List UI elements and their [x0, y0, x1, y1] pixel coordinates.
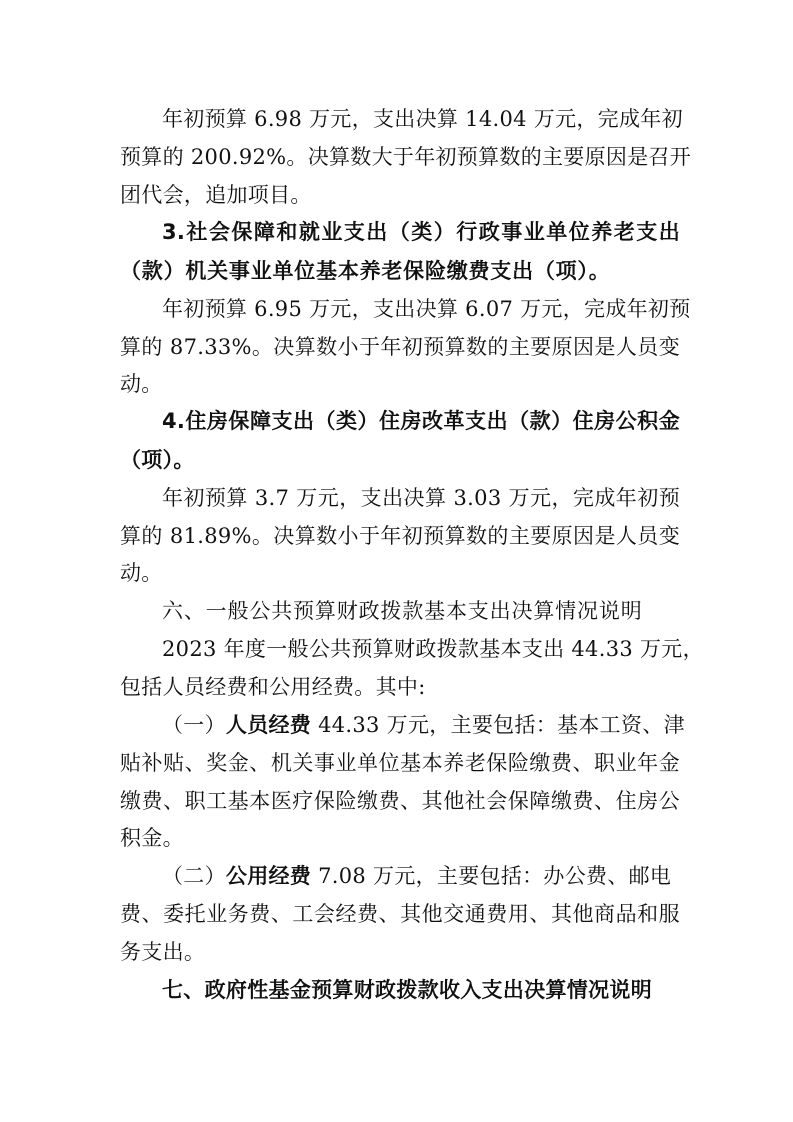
personnel-line1 — [162, 710, 685, 740]
para1-line3: 团代会，追加项目。 — [120, 183, 312, 207]
public-label: 公用经费 — [225, 864, 312, 888]
personnel-line2: 贴补贴、奖金、机关事业单位基本养老保险缴费、职业年金 — [120, 751, 680, 775]
heading-4-line1: 4.住房保障支出（类）住房改革支出（款）住房公积金 — [162, 409, 680, 433]
para4-line1: 年初预算 3.7 万元，支出决算 3.03 万元，完成年初预 — [162, 486, 680, 510]
personnel-line3: 缴费、职工基本医疗保险缴费、其他社会保障缴费、住房公 — [120, 789, 680, 813]
heading-3-line1: 3.社会保障和就业支出（类）行政事业单位养老支出 — [162, 220, 680, 244]
personnel-label: 人员经费 — [225, 713, 312, 737]
section-7-title: 七、政府性基金预算财政拨款收入支出决算情况说明 — [162, 978, 652, 1002]
heading-4-line2: （项）。 — [120, 448, 195, 472]
public-line2: 费、委托业务费、工会经费、其他交通费用、其他商品和服 — [120, 902, 680, 926]
para3-line3: 动。 — [120, 372, 163, 396]
public-line3: 务支出。 — [120, 940, 206, 964]
personnel-line4: 积金。 — [120, 826, 184, 850]
para1-line1: 年初预算 6.98 万元，支出决算 14.04 万元，完成年初 — [162, 107, 683, 131]
para4-line3: 动。 — [120, 561, 163, 585]
personnel-prefix: （一） — [162, 713, 226, 737]
public-line1 — [162, 861, 680, 891]
public-prefix: （二） — [162, 864, 226, 888]
para3-line1: 年初预算 6.95 万元，支出决算 6.07 万元，完成年初预 — [162, 297, 691, 321]
para4-line2: 算的 81.89%。决算数小于年初预算数的主要原因是人员变 — [120, 524, 680, 548]
section-6-title: 六、一般公共预算财政拨款基本支出决算情况说明 — [162, 599, 642, 623]
heading-3-line2: （款）机关事业单位基本养老保险缴费支出（项）。 — [120, 259, 610, 283]
para3-line2: 算的 87.33%。决算数小于年初预算数的主要原因是人员变 — [120, 335, 680, 359]
section-6-intro-line2: 包括人员经费和公用经费。其中: — [120, 675, 426, 699]
para1-line2: 预算的 200.92%。决算数大于年初预算数的主要原因是召开 — [120, 145, 692, 169]
personnel-rest: 44.33 万元，主要包括：基本工资、津 — [311, 713, 685, 737]
section-6-intro-line1: 2023 年度一般公共预算财政拨款基本支出 44.33 万元， — [162, 637, 704, 661]
public-rest: 7.08 万元，主要包括：办公费、邮电 — [311, 864, 672, 888]
